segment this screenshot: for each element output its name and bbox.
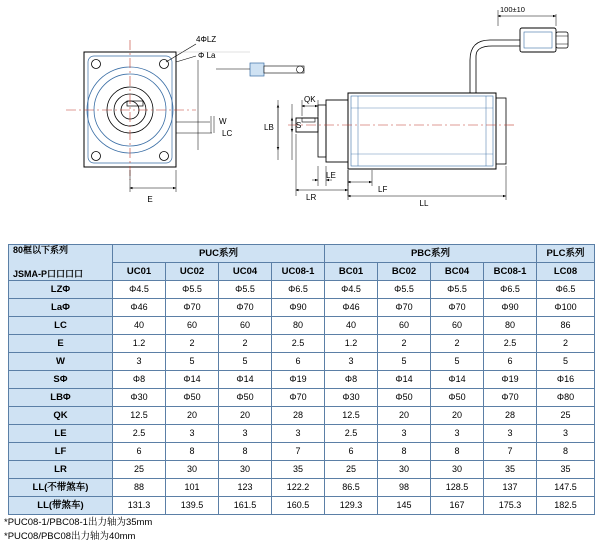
label-s: S <box>296 121 302 130</box>
table-row <box>9 317 595 335</box>
row-label-qk: QK <box>9 407 113 425</box>
row-label-lz: LZΦ <box>9 281 113 299</box>
cell: 25 <box>325 461 378 479</box>
cell: Φ90 <box>272 299 325 317</box>
cell: 137 <box>484 479 537 497</box>
spec-table-wrapper <box>8 244 592 515</box>
cell: Φ14 <box>378 371 431 389</box>
label-ll: LL <box>419 199 429 208</box>
table-row <box>9 281 595 299</box>
cell: 131.3 <box>113 497 166 515</box>
group-header-plc: PLC系列 <box>537 245 595 263</box>
cell: 60 <box>431 317 484 335</box>
cell: Φ14 <box>219 371 272 389</box>
cell: Φ6.5 <box>484 281 537 299</box>
cell: Φ30 <box>113 389 166 407</box>
cell: 25 <box>113 461 166 479</box>
cell: 80 <box>484 317 537 335</box>
cell: 3 <box>325 353 378 371</box>
cell: Φ50 <box>166 389 219 407</box>
table-row <box>9 407 595 425</box>
cell: 2.5 <box>325 425 378 443</box>
spec-table <box>8 244 595 515</box>
column-header-uc04: UC04 <box>219 263 272 281</box>
cell: Φ70 <box>272 389 325 407</box>
cell: 2 <box>537 335 595 353</box>
cell: 145 <box>378 497 431 515</box>
drawing-svg <box>0 0 600 240</box>
cell: 35 <box>537 461 595 479</box>
cell: 5 <box>378 353 431 371</box>
row-label-ll-no-brake: LL(不带煞车) <box>9 479 113 497</box>
cell: 3 <box>378 425 431 443</box>
cell: 1.2 <box>113 335 166 353</box>
cell: 7 <box>484 443 537 461</box>
row-label-ll-brake: LL(带煞车) <box>9 497 113 515</box>
cell: 147.5 <box>537 479 595 497</box>
cell: 28 <box>484 407 537 425</box>
label-lc: LC <box>222 129 233 138</box>
cell: 2.5 <box>113 425 166 443</box>
row-label-w: W <box>9 353 113 371</box>
cell: 88 <box>113 479 166 497</box>
cell: 175.3 <box>484 497 537 515</box>
cell: Φ70 <box>219 299 272 317</box>
cell: 2 <box>431 335 484 353</box>
cell: Φ6.5 <box>537 281 595 299</box>
row-label-lb: LBΦ <box>9 389 113 407</box>
row-label-e: E <box>9 335 113 353</box>
cell: 161.5 <box>219 497 272 515</box>
cell: 86 <box>537 317 595 335</box>
cell: 6 <box>484 353 537 371</box>
footnote-1: *PUC08-1/PBC08-1出力轴为35mm <box>4 517 153 528</box>
column-header-bc01: BC01 <box>325 263 378 281</box>
cell: Φ5.5 <box>431 281 484 299</box>
cell: 8 <box>537 443 595 461</box>
cell: 182.5 <box>537 497 595 515</box>
column-header-uc08-1: UC08-1 <box>272 263 325 281</box>
row-label-le: LE <box>9 425 113 443</box>
cell: 3 <box>166 425 219 443</box>
cell: 86.5 <box>325 479 378 497</box>
cell: 2.5 <box>272 335 325 353</box>
cell: 122.2 <box>272 479 325 497</box>
footnote-2: *PUC08/PBC08出力轴为40mm <box>4 530 136 542</box>
cell: Φ70 <box>431 299 484 317</box>
cell: 35 <box>484 461 537 479</box>
row-label-lc: LC <box>9 317 113 335</box>
cell: Φ5.5 <box>378 281 431 299</box>
table-row <box>9 443 595 461</box>
cell: 30 <box>166 461 219 479</box>
cell: 3 <box>113 353 166 371</box>
cell: 2 <box>219 335 272 353</box>
corner-top-label: 80框以下系列 <box>13 245 69 255</box>
cell: 20 <box>378 407 431 425</box>
cell: 6 <box>272 353 325 371</box>
cell: 60 <box>166 317 219 335</box>
cell: 1.2 <box>325 335 378 353</box>
label-lr: LR <box>306 193 317 202</box>
cell: Φ70 <box>378 299 431 317</box>
cell: Φ5.5 <box>166 281 219 299</box>
cell: 8 <box>219 443 272 461</box>
column-header-lc08: LC08 <box>537 263 595 281</box>
table-group-header-row <box>9 245 595 263</box>
cell: 60 <box>378 317 431 335</box>
cell: 28 <box>272 407 325 425</box>
cell: 98 <box>378 479 431 497</box>
cell: 80 <box>272 317 325 335</box>
cell: Φ70 <box>166 299 219 317</box>
label-top-dim: 100±10 <box>500 5 525 14</box>
table-row <box>9 389 595 407</box>
cell: Φ70 <box>484 389 537 407</box>
cell: 35 <box>272 461 325 479</box>
label-lb: LB <box>264 123 274 132</box>
cell: 40 <box>325 317 378 335</box>
cell: 2 <box>378 335 431 353</box>
label-le: LE <box>326 171 336 180</box>
cell: Φ100 <box>537 299 595 317</box>
column-header-bc08-1: BC08-1 <box>484 263 537 281</box>
cell: 8 <box>378 443 431 461</box>
cell: Φ50 <box>431 389 484 407</box>
corner-bottom-label: JSMA-P口口口口 <box>13 268 84 279</box>
group-header-puc: PUC系列 <box>113 245 325 263</box>
cell: 20 <box>166 407 219 425</box>
cell: 30 <box>219 461 272 479</box>
cell: 2 <box>166 335 219 353</box>
cell: 6 <box>113 443 166 461</box>
cell: Φ14 <box>431 371 484 389</box>
cell: 12.5 <box>325 407 378 425</box>
table-row <box>9 299 595 317</box>
cell: 30 <box>378 461 431 479</box>
label-lf: LF <box>378 185 388 194</box>
column-header-uc01: UC01 <box>113 263 166 281</box>
cell: Φ19 <box>484 371 537 389</box>
table-row <box>9 461 595 479</box>
cell: 20 <box>431 407 484 425</box>
cell: 8 <box>431 443 484 461</box>
label-e: E <box>147 195 153 204</box>
footnotes <box>4 516 152 544</box>
cell: Φ50 <box>378 389 431 407</box>
cell: Φ14 <box>166 371 219 389</box>
cell: 128.5 <box>431 479 484 497</box>
cell: 30 <box>431 461 484 479</box>
label-qk: QK <box>304 95 316 104</box>
cell: 101 <box>166 479 219 497</box>
cell: 25 <box>537 407 595 425</box>
cell: 3 <box>219 425 272 443</box>
cell: 123 <box>219 479 272 497</box>
cell: 3 <box>537 425 595 443</box>
column-header-bc02: BC02 <box>378 263 431 281</box>
cell: 5 <box>166 353 219 371</box>
cell: 5 <box>219 353 272 371</box>
group-header-pbc: PBC系列 <box>325 245 537 263</box>
row-label-s: SΦ <box>9 371 113 389</box>
cell: 60 <box>219 317 272 335</box>
cell: Φ6.5 <box>272 281 325 299</box>
cell: 3 <box>272 425 325 443</box>
table-corner-cell <box>9 245 113 281</box>
cell: Φ16 <box>537 371 595 389</box>
cell: 8 <box>166 443 219 461</box>
cell: 160.5 <box>272 497 325 515</box>
row-label-lf: LF <box>9 443 113 461</box>
table-row <box>9 371 595 389</box>
cell: Φ4.5 <box>113 281 166 299</box>
cell: Φ19 <box>272 371 325 389</box>
cell: 40 <box>113 317 166 335</box>
column-header-uc02: UC02 <box>166 263 219 281</box>
cell: Φ46 <box>325 299 378 317</box>
cell: 2.5 <box>484 335 537 353</box>
cell: 5 <box>537 353 595 371</box>
table-row <box>9 335 595 353</box>
cell: 5 <box>431 353 484 371</box>
cell: Φ80 <box>537 389 595 407</box>
row-label-la: LaΦ <box>9 299 113 317</box>
table-row <box>9 353 595 371</box>
label-w: W <box>219 117 227 126</box>
table-row <box>9 425 595 443</box>
cell: Φ5.5 <box>219 281 272 299</box>
cell: Φ30 <box>325 389 378 407</box>
technical-drawing <box>0 0 600 240</box>
cell: 6 <box>325 443 378 461</box>
cell: Φ50 <box>219 389 272 407</box>
cell: Φ4.5 <box>325 281 378 299</box>
cell: 139.5 <box>166 497 219 515</box>
cell: Φ90 <box>484 299 537 317</box>
cell: 7 <box>272 443 325 461</box>
row-label-lr: LR <box>9 461 113 479</box>
label-la: Φ La <box>198 51 216 60</box>
cell: 129.3 <box>325 497 378 515</box>
table-row <box>9 497 595 515</box>
label-bolt-note: 4ΦLZ <box>196 35 217 44</box>
cell: Φ8 <box>325 371 378 389</box>
cell: 20 <box>219 407 272 425</box>
table-row <box>9 479 595 497</box>
cell: 167 <box>431 497 484 515</box>
cell: 12.5 <box>113 407 166 425</box>
column-header-bc04: BC04 <box>431 263 484 281</box>
cell: Φ8 <box>113 371 166 389</box>
cell: 3 <box>431 425 484 443</box>
cell: Φ46 <box>113 299 166 317</box>
cell: 3 <box>484 425 537 443</box>
